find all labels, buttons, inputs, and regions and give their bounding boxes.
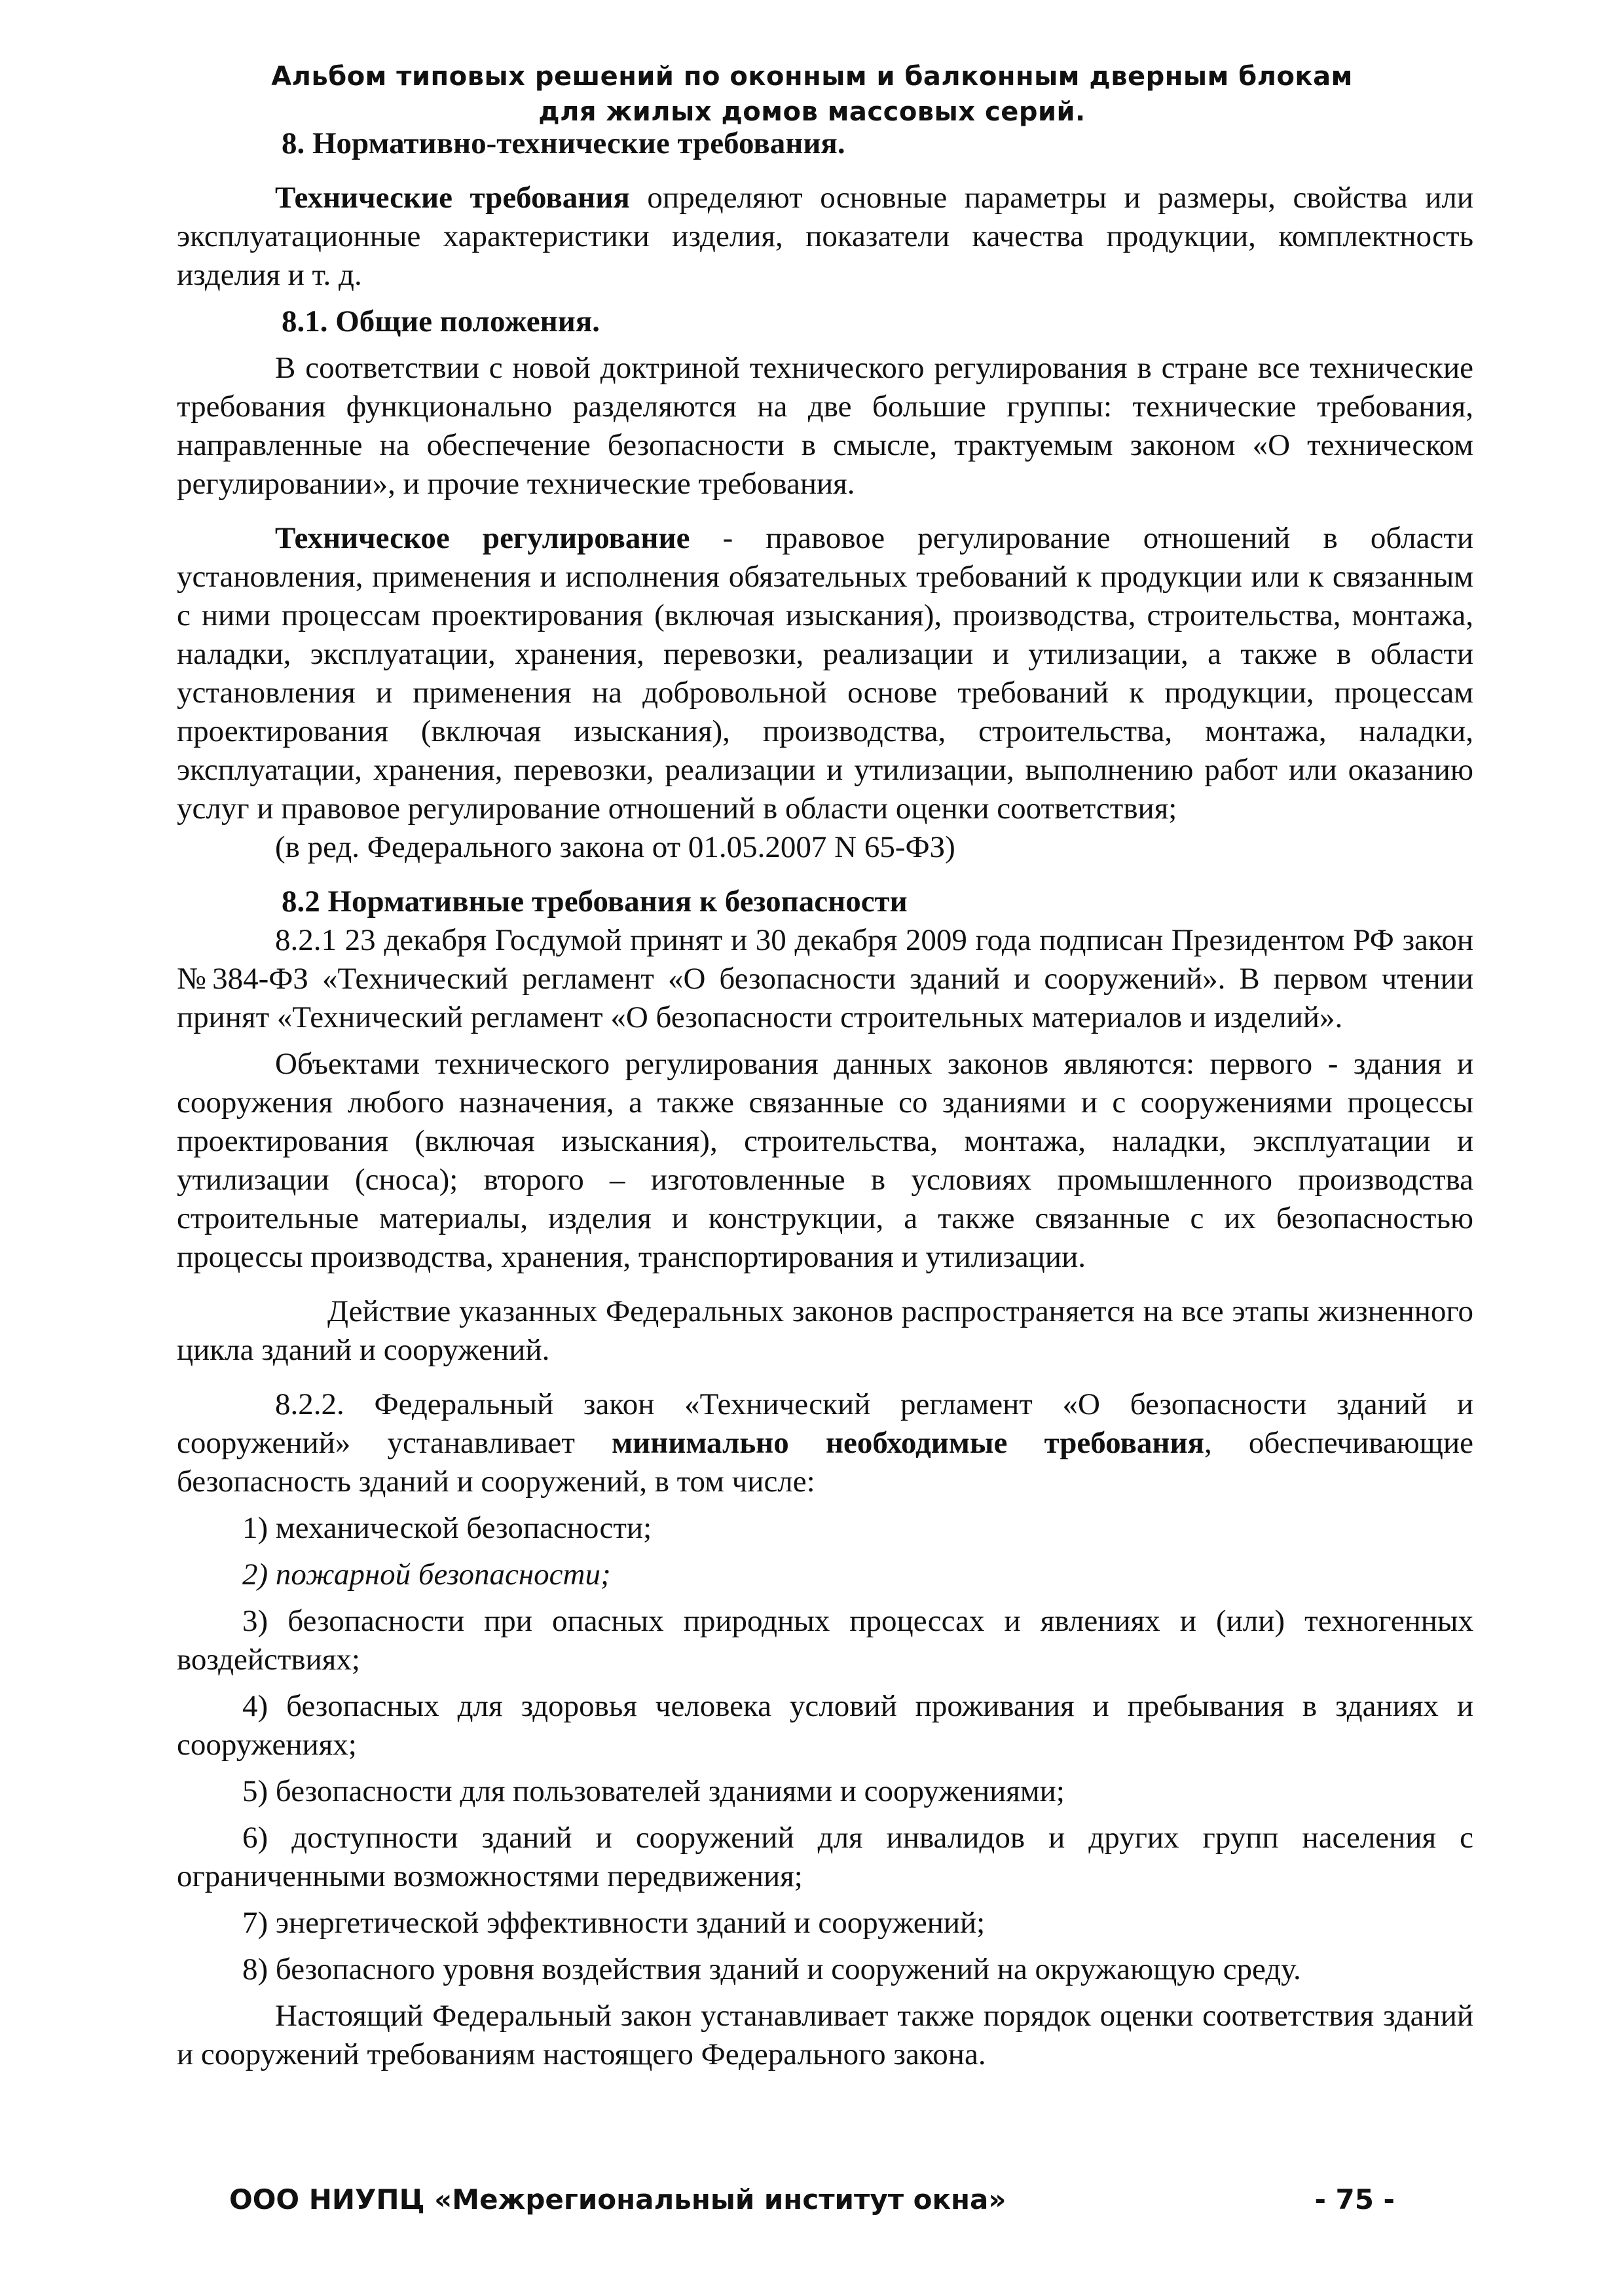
list-item: 8) безопасного уровня воздействия зданий и сооружений на окружающую среду. bbox=[242, 1952, 1301, 1986]
list-item: 7) энергетической эффективности зданий и сооружений; bbox=[242, 1906, 986, 1940]
list-item bbox=[177, 1556, 1473, 1594]
term-technical-regulation: Техническое регулирование bbox=[275, 521, 690, 555]
section-8-1-title: 8.1. Общие положения. bbox=[282, 304, 600, 338]
section-8-1-paragraph-1: В соответствии с новой доктриной технического регулирования в стране все технические требования функционально разделяются на две большие группы: технические требования, направленные на обеспечение безопасности в смысле, трактуемым законом «О техническом регулировании», и прочие технические требования. bbox=[177, 351, 1473, 501]
page-number: - 75 - bbox=[1314, 2183, 1395, 2215]
running-header-line2: для жилых домов массовых серий. bbox=[538, 97, 1086, 127]
regulation-objects-paragraph: Объектами технического регулирования данных законов являются: первого - здания и сооружения любого назначения, а также связанные со зданиями и с сооружениями процессы проектирования (включая изыскания), строительства, монтажа, наладки, эксплуатации и утилизации (сноса); второго – изготовленные в условиях промышленного производства строительные материалы, изделия и конструкции, а также связанные с их безопасностью процессы производства, хранения, транспортирования и утилизации. bbox=[177, 1047, 1473, 1274]
term-minimum-requirements: минимально необходимые требования bbox=[612, 1426, 1204, 1460]
running-header-line1: Альбом типовых решений по оконным и балконным дверным блокам bbox=[271, 62, 1353, 92]
section-8-title: 8. Нормативно-технические требования. bbox=[282, 126, 845, 160]
scope-paragraph: Действие указанных Федеральных законов распространяется на все этапы жизненного цикла зданий и сооружений. bbox=[177, 1294, 1473, 1367]
list-item-italic: 2) пожарной безопасности; bbox=[242, 1558, 611, 1592]
section-8-paragraph bbox=[177, 179, 1473, 295]
list-item: 4) безопасных для здоровья человека условий проживания и пребывания в зданиях и сооружениях; bbox=[177, 1689, 1473, 1762]
page-content bbox=[177, 124, 1473, 2074]
amendment-note: (в ред. Федерального закона от 01.05.2007 N 65-ФЗ) bbox=[275, 830, 955, 864]
section-8-2-2-text-b: , обеспечивающие безопасность зданий и сооружений, в том числе: bbox=[177, 1426, 1474, 1499]
section-8-2-2-text-a: 8.2.2. Федеральный закон «Технический регламент «О безопасности зданий и сооружений» устанавливает bbox=[177, 1387, 1473, 1460]
section-8-2-title: 8.2 Нормативные требования к безопасности bbox=[282, 884, 908, 919]
section-8-1-paragraph-2-text: - правовое регулирование отношений в области установления, применения и исполнения обязательных требований к продукции или к связанным с ними процессам проектирования (включая изыскания), производства, строительства, монтажа, наладки, эксплуатации, хранения, перевозки, реализации и утилизации, а также в области установления и применения на добровольной основе требований к продукции, процессам проектирования (включая изыскания), производства, строительства, монтажа, наладки, эксплуатации, хранения, перевозки, реализации и утилизации, выполнению работ или оказанию услуг и правовое регулирование отношений в области оценки соответствия; bbox=[177, 521, 1473, 826]
section-8-paragraph-text: определяют основные параметры и размеры, свойства или эксплуатационные характеристики изделия, показатели качества продукции, комплектность изделия и т. д. bbox=[177, 181, 1473, 292]
section-8-1-paragraph-2 bbox=[177, 519, 1473, 828]
section-8-2-1-paragraph: 8.2.1 23 декабря Госдумой принят и 30 декабря 2009 года подписан Президентом РФ закон №384-ФЗ «Технический регламент «О безопасности зданий и сооружений». В первом чтении принят «Технический регламент «О безопасности строительных материалов и изделий». bbox=[177, 923, 1473, 1034]
list-item: 1) механической безопасности; bbox=[242, 1511, 652, 1545]
list-item: 3) безопасности при опасных природных процессах и явлениях и (или) техногенных воздействиях; bbox=[177, 1604, 1473, 1677]
footer-organization: ООО НИУПЦ «Межрегиональный институт окна» bbox=[229, 2183, 1006, 2215]
term-technical-requirements: Технические требования bbox=[275, 181, 630, 215]
list-item: 6) доступности зданий и сооружений для инвалидов и других групп населения с ограниченными возможностями передвижения; bbox=[177, 1821, 1473, 1893]
section-8-2-2-paragraph bbox=[177, 1385, 1473, 1501]
list-item: 5) безопасности для пользователей зданиями и сооружениями; bbox=[242, 1774, 1065, 1808]
closing-paragraph: Настоящий Федеральный закон устанавливает также порядок оценки соответствия зданий и сооружений требованиям настоящего Федерального закона. bbox=[177, 1999, 1473, 2071]
